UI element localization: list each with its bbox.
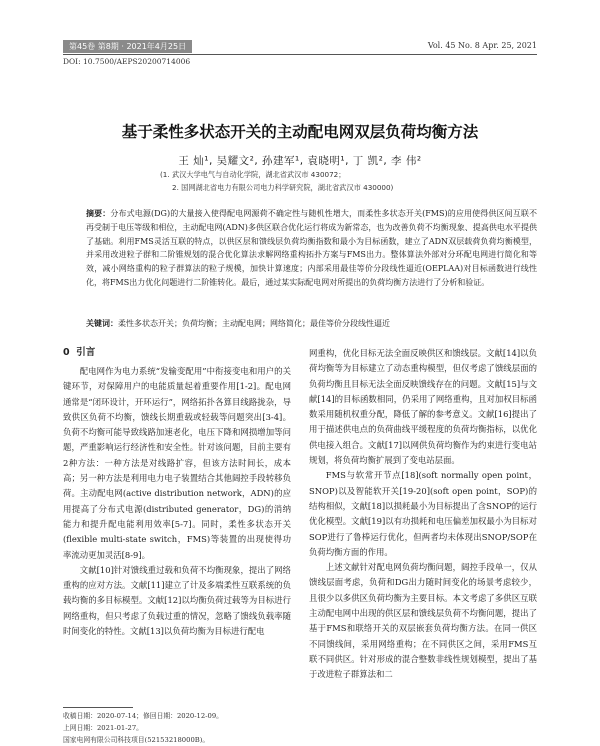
footnote-online: 上网日期：2021-01-27。 <box>63 724 143 732</box>
paragraph: 网重构，优化目标无法全面反映供区和馈线层。文献[14]以负荷均衡等为目标建立了动态重构模型，但仅考虑了馈线层面的负荷均衡且目标无法全面反映馈线存在的问题。文献[15]与文献[14]的目标函数相同，仍采用了网络重构，且对加权目标函数采用随机权重分配，降低了解的参考意义。文献[16]提出了用于描述供电点的负荷曲线平缓程度的负荷均衡指标，以优化供电接入组合。文献[17]以网供负荷均衡作为约束进行变电站规划，将负荷均衡扩展到了变电站层面。 <box>309 348 537 466</box>
paragraph: FMS与软常开节点[18](soft normally open point，SNOP)以及智能软开关[19-20](soft open point，SOP)的结构相似，文献[18]以损耗最小为目标提出了含SNOP的运行优化模型。文献[19]以有功损耗和电压偏差加权最小为目标对SOP进行了鲁棒运行优化，但两者均未体现出SNOP/SOP在负荷均衡方面的作用。 <box>309 470 537 557</box>
volume-english: Vol. 45 No. 8 Apr. 25, 2021 <box>427 41 537 50</box>
keywords-label: 关键词： <box>86 319 118 328</box>
keywords <box>86 317 537 330</box>
affiliation-1: (1. 武汉大学电气与自动化学院，湖北省武汉市 430072； <box>160 170 346 179</box>
paragraph: 上述文献针对配电网负荷均衡问题，阔控手段单一，仅从馈线层面考虑，负荷和DG出力随时间变化的场景考虑较少，且很少以多供区负荷均衡为主要目标。本文考虑了多供区互联主动配电网中出现的供区层和馈线层负荷不均衡问题，提出了基于FMS和联络开关的双层嵌套负荷均衡方法。在同一供区不同馈线间，采用网络重构；在不同供区之间，采用FMS互联不同供区。针对形成的混合整数非线性规划模型，提出了基于改进粒子群算法和二 <box>309 562 537 680</box>
footnote-funding: 国家电网有限公司科技项目(52153218000B)。 <box>63 736 210 744</box>
abstract-text: 分布式电源(DG)的大量接入使得配电网源荷不确定性与随机性增大，而柔性多状态开关(FMS)的应用使得供区间互联不再受制于电压等级和相位，主动配电网(ADN)多供区联合优化运行将成为新常态，也为改善负荷不均衡现象、提高供电水平提供了基础。利用FMS灵活互联的特点，以供区层和馈线层负荷均衡指数和最小为目标函数，建立了ADN双层载荷负荷均衡模型，并采用改进粒子群和二阶锥规划的混合优化算法求解网络重构拓扑方案与FMS出力。整体算法外部对分环配电网进行简化和等效，减小网络重构的粒子群算法的粒子规模，加快计算速度；内部采用最佳等价分段线性逼近(OEPLAA)对目标函数进行线性化，将FMS出力优化问题进行二阶锥转化。最后，通过某实际配电网对所提出的负荷均衡方法进行了分析和验证。 <box>86 209 538 287</box>
issue-tag: 第45卷 第8期 · 2021年4月25日 <box>63 40 192 53</box>
header-rule <box>63 54 537 55</box>
paragraph: 配电网作为电力系统“发输变配用”中衔接变电和用户的关键环节，对保障用户的电能质量起着重要作用[1-2]。配电网通常是“闭环设计，开环运行”，网络拓扑各算目线路拢杂，导致供区负荷不均衡，馈线长期重载或轻载等问题突出[3-4]。负荷不均衡可能导致线路加速老化，电压下降和网损增加等问题，严重影响运行经济性和安全性。针对该问题，目前主要有2种方法：一种方法是对线路扩容，但该方法时间长，成本高；另一种方法是利用电力电子装置结合其他阔控手段转移负荷。主动配电网(active distribution network，ADN)的应用提高了分布式电源(distributed generator，DG)的消纳能力和提升配电能利用效率[5-7]。同时，柔性多状态开关(flexible multi-state switch，FMS)等装置的出现使得功率流动更加灵活[8-9]。 <box>63 366 291 560</box>
keywords-text: 柔性多状态开关；负荷均衡；主动配电网；网络简化；最佳等价分段线性逼近 <box>118 319 390 328</box>
doi: DOI: 10.7500/AEPS20200714006 <box>63 57 191 66</box>
running-header <box>63 40 537 54</box>
paragraph: 文献[10]针对馈线重过载和负荷不均衡现象，提出了网络重构的应对方法。文献[11]建立了计及多端柔性互联系统的负载均衡的多目标模型。文献[12]以均衡负荷过载等为目标进行网络重构，但只考虑了负载过重的情况，忽略了馈线负载率随时间变化的特性。文献[13]以负荷均衡为目标进行配电 <box>63 564 291 637</box>
right-column <box>309 346 537 683</box>
section-heading <box>63 346 291 360</box>
abstract-label: 摘要： <box>86 209 111 218</box>
section-title: 引言 <box>76 347 96 358</box>
left-column <box>63 346 291 639</box>
author-list: 王 灿¹, 吴耀文², 孙建军¹, 袁晓明¹, 丁 凯², 李 伟² <box>178 155 422 167</box>
footnote-received: 收稿日期：2020-07-14；修回日期：2020-12-09。 <box>63 712 223 720</box>
footnote-rule <box>63 707 133 708</box>
section-number: 0 <box>63 347 70 358</box>
footnotes <box>63 710 303 746</box>
affiliation-2: 2. 国网湖北省电力有限公司电力科学研究院，湖北省武汉市 430000) <box>172 183 394 192</box>
abstract <box>86 207 537 290</box>
paper-title: 基于柔性多状态开关的主动配电网双层负荷均衡方法 <box>121 123 479 141</box>
